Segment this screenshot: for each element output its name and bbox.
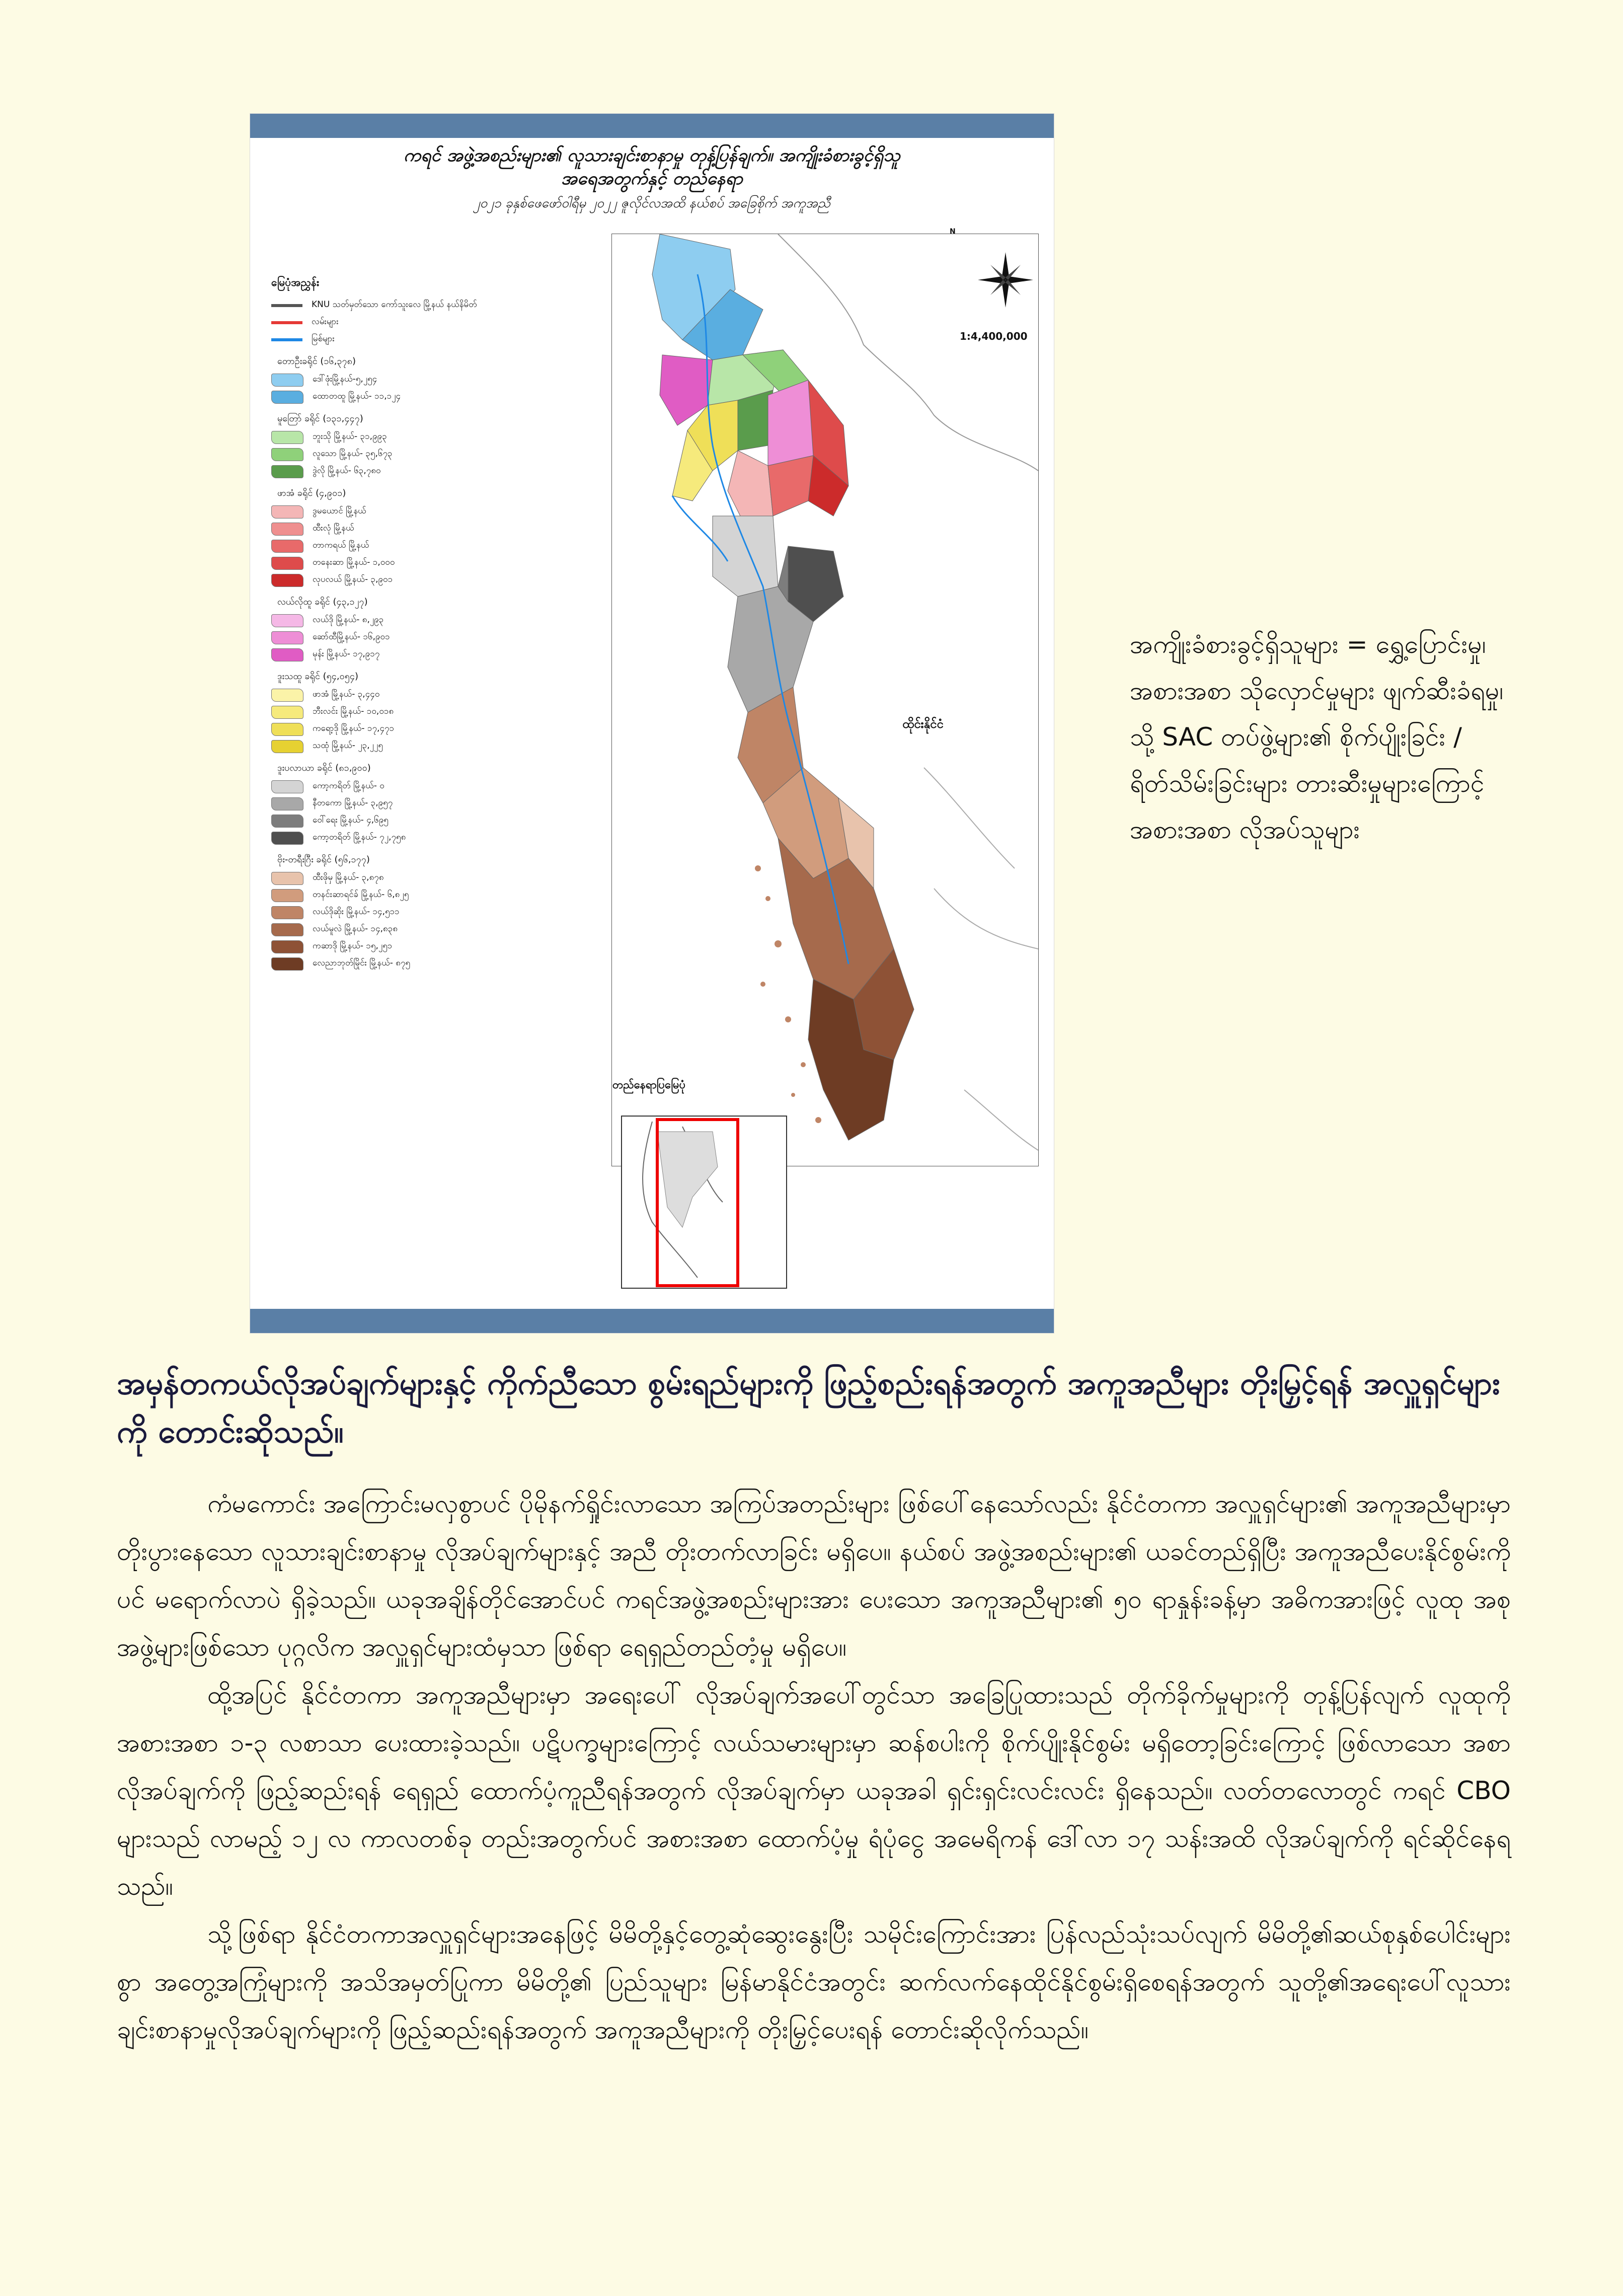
legend-township-item <box>271 830 634 846</box>
legend-swatch <box>271 540 303 553</box>
section-headline: အမှန်တကယ်လိုအပ်ချက်များနှင့် ကိုက်ညီသော စွမ်းရည်များကို ဖြည့်စည်းရန်အတွက် အကူအညီများ တိုးမြှင့်ရန် အလှူရှင်များကို တောင်းဆိုသည်။ <box>117 1365 1500 1450</box>
legend-swatch <box>271 448 303 461</box>
legend-swatch <box>271 505 303 519</box>
legend-line-label: လမ်းများ <box>312 317 339 327</box>
legend-district-name: မူတြော် ခရိုင် (၁၃၁,၄၄၇) <box>277 413 363 424</box>
legend-district-name: ဗိုး-တရီးဂြီး ခရိုင် (၅၆,၁၇၇) <box>277 854 370 865</box>
map-title <box>250 144 1054 213</box>
paragraph-2: ထို့အပြင် နိုင်ငံတကာ အကူအညီများမှာ အရေးပေါ် လိုအပ်ချက်အပေါ်တွင်သာ အခြေပြုထားသည် တိုက်ခိုက်မှုများကို တုန့်ပြန်လျက် လူထုကို အစားအစာ ၁-၃ လစာသာ ပေးထားခဲ့သည်။ ပဋိပက္ခများကြောင့် လယ်သမားများမှာ ဆန်စပါးကို စိုက်ပျိုးနိုင်စွမ်း မရှိတော့ခြင်းကြောင့် ဖြစ်လာသော အစာ လိုအပ်ချက်ကို ဖြည့်ဆည်းရန် ရေရှည် ထောက်ပံ့ကူညီရန်အတွက် လိုအပ်ချက်မှာ ယခုအခါ ရှင်းရှင်းလင်းလင်း ရှိနေသည်။ လတ်တလောတွင် ကရင် CBO များသည် လာမည့် ၁၂ လ ကာလတစ်ခု တည်းအတွက်ပင် အစားအစာ ထောက်ပံ့မှု ရံပုံငွေ အမေရိကန် ဒေါ်လာ ၁၇ သန်းအထိ လိုအပ်ချက်ကို ရင်ဆိုင်နေရသည်။ <box>117 1680 1511 1901</box>
legend-township-label: တနေးဆာ မြို့နယ်- ၁,၀၀၀ <box>313 557 395 567</box>
legend-line-item <box>271 332 634 347</box>
legend-swatch <box>271 523 303 536</box>
legend-line-label: မြစ်များ <box>312 334 335 344</box>
legend-township-item <box>271 922 634 937</box>
legend-township-label: ဘူးသို မြို့နယ်- ၃၁,၉၉၃ <box>313 431 387 441</box>
map-top-band <box>250 114 1054 138</box>
beneficiary-definition-note: အကျိုးခံစားခွင့်ရှိသူများ = ရွှေ့ပြောင်းမှု၊ အစားအစာ သိုလှောင်မှုများ ဖျက်ဆီးခံရမှု၊ သို့ SAC တပ်ဖွဲ့များ၏ စိုက်ပျိုးခြင်း /ရိတ်သိမ်းခြင်းများ တားဆီးမှုများကြောင့် အစားအစာ လိုအပ်သူများ <box>1130 630 1504 844</box>
legend-swatch <box>271 832 303 845</box>
inset-map-drawing <box>622 1117 786 1288</box>
legend-township-label: ထီးဖိုမှ မြို့နယ်- ၃,၈၇၈ <box>313 872 384 882</box>
legend-township-item <box>271 687 634 703</box>
legend-swatch <box>271 780 303 793</box>
legend-township-item <box>271 630 634 645</box>
legend-township-label: တနင်းဆာရင်ခ် မြို့နယ်- ၆,၈၂၅ <box>313 890 409 900</box>
legend-township-label: လုပလယ် မြို့နယ်- ၃,၉၀၁ <box>313 574 393 584</box>
legend-township-label: ဘီးလင်း မြို့နယ်- ၁၀,၀၁၈ <box>313 706 394 716</box>
inset-title: တည်နေရာပြမြေပုံ <box>612 1079 686 1091</box>
legend-swatch <box>271 940 303 953</box>
map-scale: 1:4,400,000 <box>960 330 1028 342</box>
legend-township-item <box>271 956 634 972</box>
legend-swatch <box>271 906 303 919</box>
legend-township-item <box>271 721 634 737</box>
map-figure <box>250 114 1054 1333</box>
legend-township-label: လေညာဘုတ်မြိုင်း မြို့နယ်- ၈၇၅ <box>313 958 411 968</box>
legend-township-label: လယ်မူလဲ မြို့နယ်- ၁၄,၈၃၈ <box>313 924 398 934</box>
legend-title: မြေပုံအညွှန်း <box>271 276 320 288</box>
legend-swatch <box>271 557 303 570</box>
legend-swatch <box>271 648 303 661</box>
map-title-line2: အရေအတွက်နှင့် တည်နေရာ <box>561 169 743 189</box>
paragraph-3: သို့ဖြစ်ရာ နိုင်ငံတကာအလှူရှင်များအနေဖြင့် မိမိတို့နှင့်တွေ့ဆုံဆွေးနွေးပြီး သမိုင်းကြောင်းအား ပြန်လည်သုံးသပ်လျက် မိမိတို့၏ဆယ်စုနှစ်ပေါင်းများစွာ အတွေ့အကြုံများကို အသိအမှတ်ပြုကာ မိမိတို့၏ ပြည်သူများ မြန်မာနိုင်ငံအတွင်း ဆက်လက်နေထိုင်နိုင်စွမ်းရှိစေရန်အတွက် သူတို့၏အရေးပေါ်လူသားချင်းစာနာမှုလိုအပ်ချက်များကို ဖြည့်ဆည်းရန်အတွက် အကူအညီများကို တိုးမြှင့်ပေးရန် တောင်းဆိုလိုက်သည်။ <box>117 1919 1511 2044</box>
legend-swatch <box>271 723 303 736</box>
context-lines <box>924 768 1038 1150</box>
district-salmon <box>728 451 773 521</box>
legend-district-name: ဒူးသထူ ခရိုင် (၅၄,၀၅၄) <box>277 671 359 682</box>
legend-line-swatch <box>271 304 302 307</box>
legend-swatch <box>271 689 303 702</box>
legend-township-item <box>271 779 634 794</box>
legend-township-label: ဒွမယောင် မြို့နယ် <box>313 506 366 516</box>
legend-township-item <box>271 887 634 903</box>
legend-township-label: ကဆာဒို မြို့နယ်- ၁၅,၂၅၁ <box>313 941 393 951</box>
legend-township-label: လူသော မြို့နယ်- ၃၅,၆၇၃ <box>313 449 393 459</box>
legend-swatch <box>271 797 303 810</box>
legend-township-item <box>271 555 634 571</box>
legend-township-label: လယ်ဒို မြို့နယ်- ၈,၂၉၃ <box>313 615 384 625</box>
legend-line-item <box>271 315 634 330</box>
legend-township-item <box>271 447 634 462</box>
legend-township-item <box>271 389 634 405</box>
legend-line-swatch <box>271 321 302 324</box>
legend-township-label: ကော့ကရိတ် မြို့နယ်- ၀ <box>313 781 384 791</box>
legend-township-label: ကော့တရိတ် မြို့နယ်- ၇၂,၇၅၈ <box>313 832 406 842</box>
legend-township-item <box>271 613 634 628</box>
legend-township-label: တာကရယ် မြို့နယ် <box>313 540 369 550</box>
legend-township-item <box>271 572 634 588</box>
legend-district-name: ဖာအံ ခရိုင် (၄,၉၀၁) <box>277 487 346 498</box>
legend-swatch <box>271 431 303 444</box>
map-legend <box>271 276 634 972</box>
legend-swatch <box>271 814 303 828</box>
legend-township-item <box>271 870 634 886</box>
legend-township-item <box>271 504 634 520</box>
legend-township-label: မုန်း မြို့နယ်- ၁၇,၉၁၇ <box>313 649 380 659</box>
legend-township-item <box>271 905 634 920</box>
paragraph-1: ကံမကောင်း အကြောင်းမလှစွာပင် ပိုမိုနက်ရှိုင်းလာသော အကြပ်အတည်းများ ဖြစ်ပေါ်နေသော်လည်း နိုင်ငံတကာ အလှူရှင်များ၏ အကူအညီများမှာ တိုးပွားနေသော လူသားချင်းစာနာမှု လိုအပ်ချက်များနှင့် အညီ တိုးတက်လာခြင်း မရှိပေ။ နယ်စပ် အဖွဲ့အစည်းများ၏ ယခင်တည်ရှိပြီး အကူအညီပေးနိုင်စွမ်းကိုပင် မရောက်လာပဲ ရှိခဲ့သည်။ ယခုအချိန်တိုင်အောင်ပင် ကရင်အဖွဲ့အစည်းများအား ပေးသော အကူအညီများ၏ ၅၀ ရာနှုန်းခန့်မှာ အဓိကအားဖြင့် လူထု အစုအဖွဲ့များဖြစ်သော ပုဂ္ဂလိက အလှူရှင်များထံမှသာ ဖြစ်ရာ ရေရှည်တည်တံ့မှု မရှိပေ။ <box>117 1489 1511 1662</box>
legend-district-name: ဒူးပလာယာ ခရိုင် (၈၁,၉၀၀) <box>277 762 371 773</box>
legend-swatch <box>271 923 303 936</box>
inset-map <box>621 1116 787 1289</box>
legend-swatch <box>271 374 303 387</box>
legend-swatch <box>271 465 303 478</box>
compass-rose-icon <box>975 250 1036 310</box>
legend-swatch <box>271 614 303 627</box>
map-subtitle: ၂၀၂၁ ခုနှစ်ဖေဖော်ဝါရီမှ ၂၀၂၂ ဇူလိုင်လအထိ နယ်စပ် အခြေစိုက် အကူအညီ <box>473 196 831 211</box>
legend-township-item <box>271 939 634 954</box>
map-bottom-band <box>250 1309 1054 1333</box>
legend-swatch <box>271 889 303 902</box>
legend-township-item <box>271 796 634 811</box>
legend-township-label: သထုံ မြို့နယ်- ၂၃,၂၂၅ <box>313 740 383 751</box>
legend-township-item <box>271 429 634 445</box>
legend-township-label: ကရော့ဒို မြို့နယ်- ၁၇,၄၇၁ <box>313 723 395 733</box>
country-label: ထိုင်းနိုင်ငံ <box>902 717 944 731</box>
legend-township-item <box>271 647 634 662</box>
legend-township-label: ထောတထူ မြို့နယ်- ၁၁,၁၂၄ <box>313 391 401 401</box>
legend-township-item <box>271 538 634 554</box>
district-gray-1 <box>713 516 778 597</box>
legend-line-swatch <box>271 338 302 341</box>
legend-swatch <box>271 574 303 587</box>
district-salmon-2 <box>768 456 813 516</box>
legend-district-name: လယ်လိုထူ ခရိုင် (၄၃,၁၂၇) <box>277 596 368 607</box>
legend-township-label: ဖာအံ မြို့နယ်- ၃,၄၄၀ <box>313 689 380 699</box>
legend-township-label: ဒွဲလို မြို့နယ်- ၆၃,၇၈၀ <box>313 466 381 476</box>
legend-swatch <box>271 631 303 644</box>
legend-township-label: နီတကော မြို့နယ်- ၃,၉၅၇ <box>313 798 393 808</box>
legend-line-label: KNU သတ်မှတ်သော ကော်သူးလေ မြို့နယ် နယ်နိမိတ် <box>312 300 477 310</box>
legend-township-label: ဒေါ်ဖုံးမြို့နယ်-၅,၂၅၄ <box>313 374 377 384</box>
legend-township-label: လယ်ဒိုဆိုး မြို့နယ်- ၁၄,၅၁၁ <box>313 907 400 917</box>
legend-township-item <box>271 521 634 537</box>
legend-swatch <box>271 740 303 753</box>
legend-township-label: ဝေါ်ရေး မြို့နယ်- ၄,၆၉၅ <box>313 815 389 825</box>
legend-township-label: ထီးလုံ မြို့နယ် <box>313 523 354 533</box>
map-frame <box>611 234 1039 1166</box>
legend-swatch <box>271 391 303 404</box>
legend-township-label: ဆော်ထီမြို့နယ်- ၁၆,၉၀၁ <box>313 632 390 642</box>
legend-swatch <box>271 957 303 971</box>
legend-township-item <box>271 738 634 754</box>
legend-township-item <box>271 464 634 479</box>
legend-township-item <box>271 813 634 829</box>
compass-n: N <box>950 228 956 236</box>
legend-swatch <box>271 872 303 885</box>
legend-township-item <box>271 704 634 720</box>
body-text <box>117 1480 1511 2054</box>
legend-swatch <box>271 706 303 719</box>
legend-district-name: တောဦးခရိုင် (၁၆,၃၇၈) <box>277 355 356 366</box>
legend-line-item <box>271 298 634 313</box>
legend-township-item <box>271 372 634 388</box>
map-title-line1: ကရင် အဖွဲ့အစည်းများ၏ လူသားချင်းစာနာမှု တုန့်ပြန်ချက်။ အကျိုးခံစားခွင့်ရှိသူ <box>404 145 900 166</box>
region-map <box>612 234 1038 1166</box>
